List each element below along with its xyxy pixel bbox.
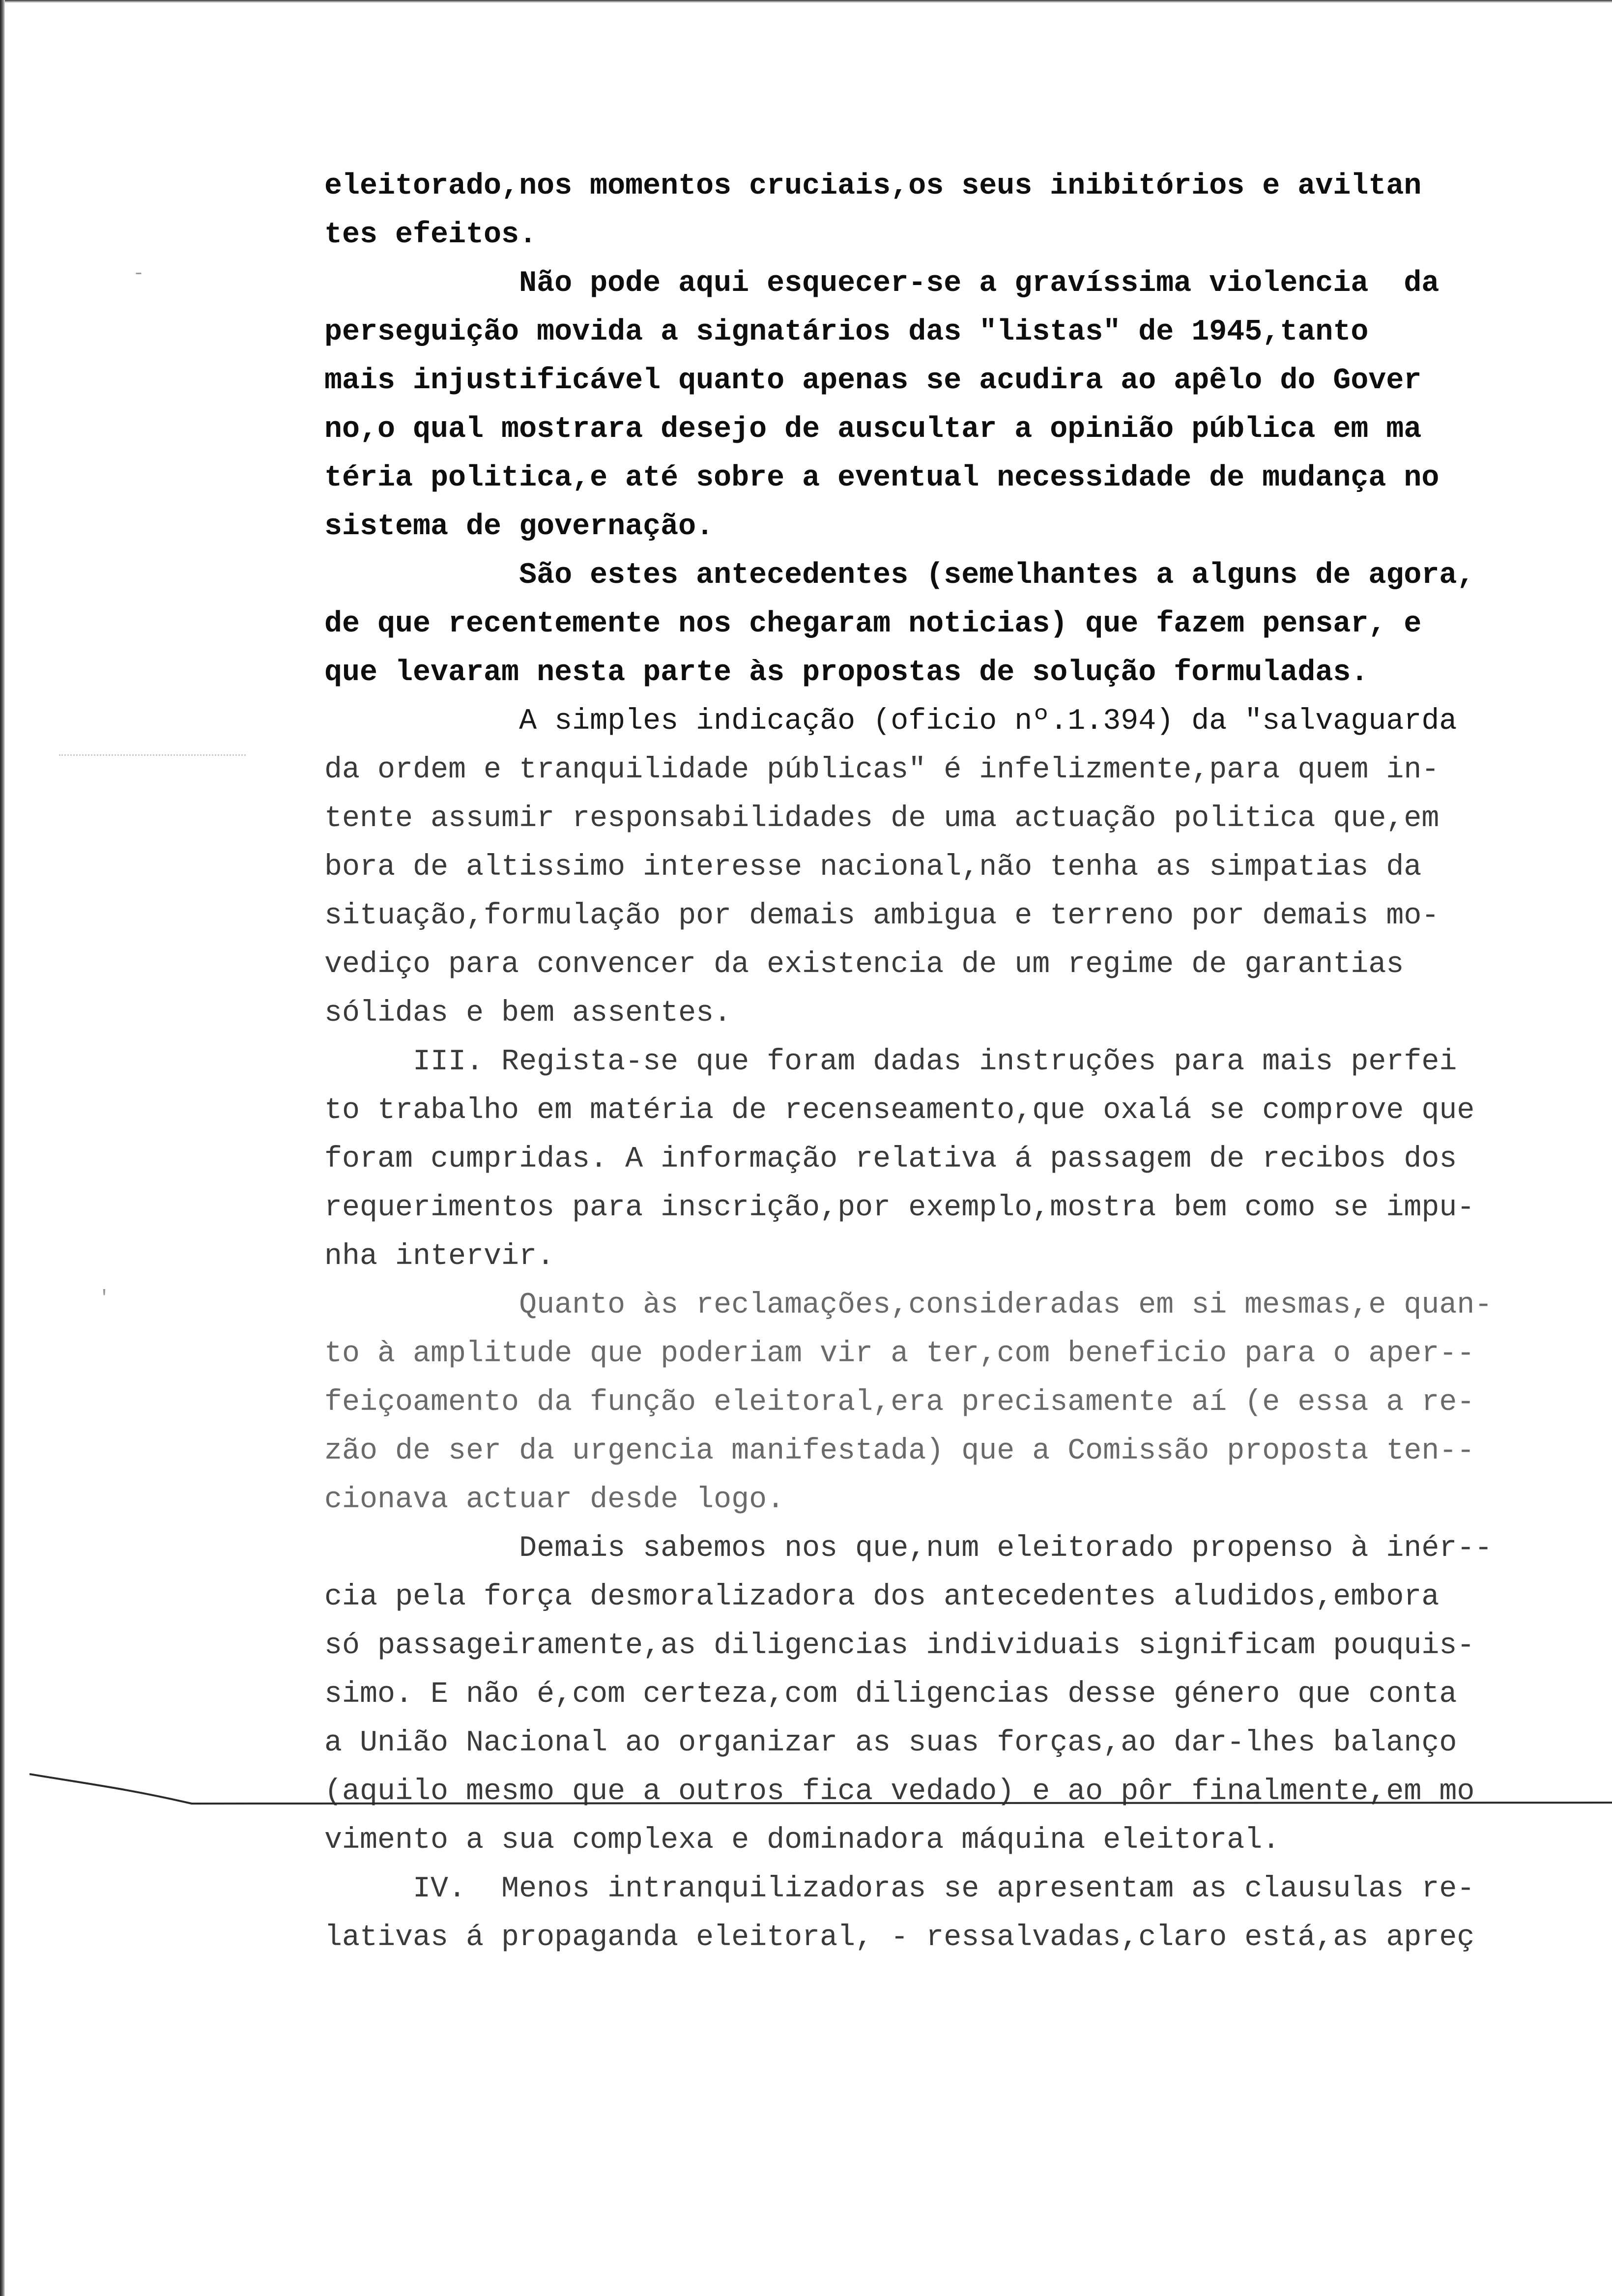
text-line: tes efeitos. <box>324 218 537 252</box>
margin-mark: - <box>133 263 145 285</box>
text-line: cia pela força desmoralizadora dos antecedentes aludidos,embora <box>324 1580 1439 1614</box>
text-line: situação,formulação por demais ambigua e terreno por demais mo- <box>324 899 1439 933</box>
text-line: Quanto às reclamações,consideradas em si mesmas,e quan- <box>324 1289 1493 1322</box>
text-line: zão de ser da urgencia manifestada) que a Comissão proposta ten-- <box>324 1435 1475 1468</box>
typed-page-body <box>324 162 1602 1962</box>
text-line: sólidas e bem assentes. <box>324 997 732 1030</box>
text-line: A simples indicação (oficio nº.1.394) da "salvaguarda <box>324 705 1457 738</box>
text-line: só passageiramente,as diligencias individuais significam pouquis- <box>324 1629 1475 1663</box>
text-line: lativas á propaganda eleitoral, - ressalvadas,claro está,as apreç <box>324 1921 1475 1954</box>
page-top-edge <box>0 0 1612 3</box>
text-line: nha intervir. <box>324 1240 555 1273</box>
text-line: vediço para convencer da existencia de um regime de garantias <box>324 948 1404 981</box>
text-line: São estes antecedentes (semelhantes a alguns de agora, <box>324 559 1475 592</box>
text-line: Demais sabemos nos que,num eleitorado propenso à inér-- <box>324 1532 1493 1565</box>
text-line: bora de altissimo interesse nacional,não tenha as simpatias da <box>324 851 1422 884</box>
text-line: sistema de governação. <box>324 510 714 544</box>
text-line: a União Nacional ao organizar as suas forças,ao dar-lhes balanço <box>324 1726 1457 1760</box>
text-line: requerimentos para inscrição,por exemplo,mostra bem como se impu- <box>324 1191 1475 1225</box>
text-line: feiçoamento da função eleitoral,era precisamente aí (e essa a re- <box>324 1386 1475 1419</box>
margin-mark: ' <box>98 1288 111 1310</box>
text-line: foram cumpridas. A informação relativa á passagem de recibos dos <box>324 1143 1457 1176</box>
text-line: cionava actuar desde logo. <box>324 1483 785 1517</box>
text-line: no,o qual mostrara desejo de auscultar a opinião pública em ma <box>324 413 1422 446</box>
text-line: IV. Menos intranquilizadoras se apresentam as clausulas re- <box>324 1872 1475 1906</box>
text-line: to à amplitude que poderiam vir a ter,com beneficio para o aper-- <box>324 1337 1475 1371</box>
text-line: to trabalho em matéria de recenseamento,que oxalá se comprove que <box>324 1094 1475 1127</box>
page-left-edge <box>0 0 5 2296</box>
margin-smudge <box>59 754 246 759</box>
text-line: III. Regista-se que foram dadas instruções para mais perfei <box>324 1045 1457 1079</box>
text-line: da ordem e tranquilidade públicas" é infelizmente,para quem in- <box>324 753 1439 787</box>
text-line: tente assumir responsabilidades de uma actuação politica que,em <box>324 802 1439 835</box>
text-line: de que recentemente nos chegaram noticias) que fazem pensar, e <box>324 607 1422 641</box>
text-line: mais injustificável quanto apenas se acudira ao apêlo do Gover <box>324 364 1422 398</box>
text-line: téria politica,e até sobre a eventual necessidade de mudança no <box>324 461 1439 495</box>
text-line: vimento a sua complexa e dominadora máquina eleitoral. <box>324 1824 1280 1857</box>
text-line: simo. E não é,com certeza,com diligencias desse género que conta <box>324 1678 1457 1711</box>
page-fold-line <box>29 1769 1612 1828</box>
text-line: Não pode aqui esquecer-se a gravíssima violencia da <box>324 267 1439 300</box>
text-line: eleitorado,nos momentos cruciais,os seus inibitórios e aviltan <box>324 170 1422 203</box>
text-line: (aquilo mesmo que a outros fica vedado) e ao pôr finalmente,em mo <box>324 1775 1475 1808</box>
text-line: que levaram nesta parte às propostas de solução formuladas. <box>324 656 1369 689</box>
text-line: perseguição movida a signatários das "listas" de 1945,tanto <box>324 316 1369 349</box>
